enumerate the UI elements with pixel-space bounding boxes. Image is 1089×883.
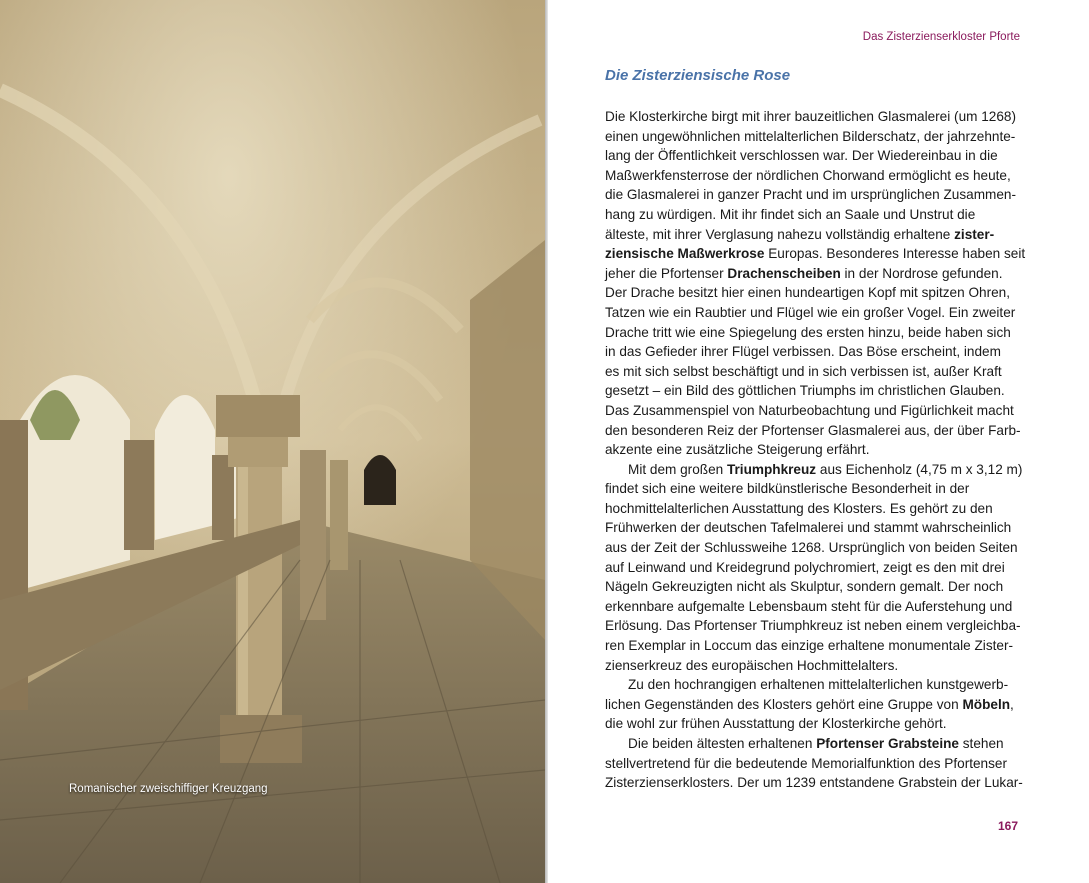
emphasized-term: zister- [954, 226, 995, 242]
text-line: Das Zusammenspiel von Naturbeobachtung und Figürlichkeit macht [605, 402, 1014, 418]
photo-caption: Romanischer zweischiffiger Kreuzgang [69, 783, 268, 795]
emphasized-term: Drachenscheiben [727, 265, 841, 281]
running-head: Das Zisterzienserkloster Pforte [862, 31, 1020, 43]
text-line: ren Exemplar in Loccum das einzige erhaltene monumentale Zister- [605, 638, 1014, 654]
text-line: akzente eine zusätzliche Steigerung erfährt. [605, 442, 870, 458]
text-fragment: , [1010, 696, 1014, 712]
text-line: einen ungewöhnlichen mittelalterlichen Bilderschatz, der jahrzehnte- [605, 128, 1016, 144]
text-line: Zisterzienserklosters. Der um 1239 entstandene Grabstein der Lukar- [605, 775, 1023, 791]
text-line: Maßwerkfensterrose der nördlichen Chorwand ermöglicht es heute, [605, 167, 1011, 183]
text-line: hang zu würdigen. Mit ihr findet sich an Saale und Unstrut die [605, 206, 976, 222]
text-line [605, 264, 1018, 284]
text-line: Tatzen wie ein Raubtier und Flügel wie ein großer Vogel. Ein zweiter [605, 304, 1016, 320]
text-line [605, 460, 1023, 480]
emphasized-term: Triumphkreuz [726, 461, 817, 477]
text-line: gesetzt – ein Bild des göttlichen Triumphs im christlichen Glauben. [605, 383, 1005, 399]
text-line [605, 225, 1018, 245]
text-fragment: Die beiden ältesten erhaltenen [628, 736, 817, 751]
text-line [605, 244, 1026, 264]
text-line [605, 695, 1018, 715]
text-line: zienserkreuz des europäischen Hochmittelalters. [605, 657, 899, 673]
right-page [548, 0, 1089, 883]
text-fragment: stehen [958, 736, 1004, 751]
text-line: Erlösung. Das Pfortenser Triumphkreuz ist neben einem vergleichba- [605, 618, 1021, 634]
emphasized-term: Möbeln [962, 696, 1011, 712]
page-number: 167 [997, 819, 1018, 833]
text-line: lang der Öffentlichkeit verschlossen war. Der Wiedereinbau in die [605, 148, 998, 164]
text-fragment: Mit dem großen [628, 461, 727, 477]
text-line: Die Klosterkirche birgt mit ihrer bauzeitlichen Glasmalerei (um 1268) [605, 109, 1016, 124]
text-line: stellvertretend für die bedeutende Memorialfunktion des Pfortenser [605, 755, 1007, 771]
text-line: den besonderen Reiz der Pfortenser Glasmalerei aus, der über Farb- [605, 422, 1021, 438]
text-fragment: aus Eichenholz (4,75 m x 3,12 m) [816, 461, 1023, 477]
text-fragment: lichen Gegenständen des Klosters gehört eine Gruppe von [605, 696, 963, 712]
text-line: Frühwerken der deutschen Tafelmalerei und stammt wahrscheinlich [605, 520, 1012, 536]
text-line: die Glasmalerei in ganzer Pracht und im ursprünglichen Zusammen- [605, 187, 1017, 203]
text-line: Drache tritt wie eine Spiegelung des ersten hinzu, beide haben sich [605, 324, 1011, 340]
text-line: hochmittelalterlichen Ausstattung des Klosters. Es gehört zu den [605, 500, 993, 516]
section-title: Die Zisterziensische Rose [605, 67, 791, 84]
text-line: in das Gefieder ihrer Flügel verbissen. Das Böse erscheint, indem [605, 344, 1001, 360]
text-line: Zu den hochrangigen erhaltenen mittelalterlichen kunstgewerb- [628, 677, 1009, 693]
body-text [605, 107, 1026, 793]
text-fragment: Europas. Besonderes Interesse haben seit [764, 246, 1026, 262]
emphasized-term: ziensische Maßwerkrose [605, 246, 765, 262]
text-line: es mit sich selbst beschäftigt und in sich verbissen ist, außer Kraft [605, 363, 1002, 379]
text-line [605, 734, 1018, 754]
text-line: erkennbare aufgemalte Lebensbaum steht für die Auferstehung und [605, 598, 1013, 614]
text-line: die wohl zur frühen Ausstattung der Klosterkirche gehört. [605, 716, 947, 732]
text-line: aus der Zeit der Schlussweihe 1268. Ursprünglich von beiden Seiten [605, 540, 1018, 556]
emphasized-term: Pfortenser Grabsteine [816, 736, 959, 751]
text-line: findet sich eine weitere bildkünstlerische Besonderheit in der [605, 481, 970, 497]
text-line: Der Drache besitzt hier einen hundeartigen Kopf mit spitzen Ohren, [605, 285, 1011, 301]
text-fragment: in der Nordrose gefunden. [840, 265, 1003, 281]
text-fragment: jeher die Pfortenser [605, 265, 728, 281]
text-fragment: älteste, mit ihrer Verglasung nahezu vollständig erhaltene [605, 226, 955, 242]
text-line: Nägeln Gekreuzigten nicht als Skulptur, sondern gemalt. Der noch [605, 579, 1004, 595]
text-line: auf Leinwand und Kreidegrund polychromiert, zeigt es den mit drei [605, 559, 1005, 575]
